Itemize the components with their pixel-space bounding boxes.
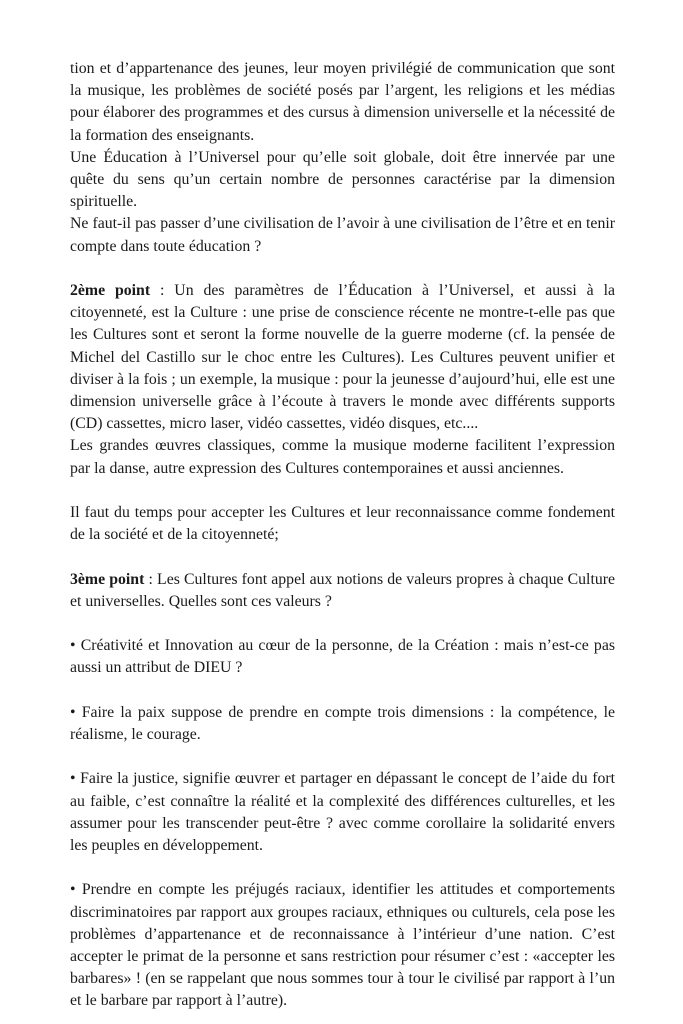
paragraph-classical-works: Les grandes œuvres classiques, comme la musique moderne facilitent l’expression par la danse, autre expression des Cultures contemporaines et aussi anciennes.	[70, 437, 615, 477]
paragraph-spacer	[70, 613, 615, 635]
paragraph-universal-education: Une Éducation à l’Universel pour qu’elle soit globale, doit être innervée par une quête du sens qu’un certain nombre de personnes caractérise par la dimension spirituelle.	[70, 148, 615, 211]
second-point-heading: 2ème point	[70, 282, 151, 300]
paragraph-civilisation-question: Ne faut-il pas passer d’une civilisation de l’avoir à une civilisation de l’être et en tenir compte dans toute éducation ?	[70, 215, 615, 255]
paragraph-spacer	[70, 480, 615, 502]
paragraph-spacer	[70, 857, 615, 879]
bullet-peace: • Faire la paix suppose de prendre en compte trois dimensions : la compétence, le réalisme, le courage.	[70, 703, 615, 744]
paragraph-second-point	[70, 280, 615, 435]
paragraph-spacer	[70, 680, 615, 702]
third-point-heading: 3ème point	[70, 570, 145, 588]
bullet-creativity: • Créativité et Innovation au cœur de la personne, de la Création : mais n’est-ce pas aussi un attribut de DIEU ?	[70, 637, 615, 677]
paragraph-spacer	[70, 258, 615, 280]
paragraph-youth-belonging: tion et d’appartenance des jeunes, leur moyen privilégié de communication que sont la musique, les problèmes de société posés par l’argent, les religions et les médias pour élaborer des programmes et des cursus à dimension universelle et la nécessité de la formation des enseignants.	[70, 60, 615, 144]
paragraph-time-to-accept: Il faut du temps pour accepter les Cultures et leur reconnaissance comme fondement de la société et de la citoyenneté;	[70, 504, 615, 544]
bullet-justice: • Faire la justice, signifie œuvrer et partager en dépassant le concept de l’aide du fort au faible, c’est connaître la réalité et la complexité des différences culturelles, et les assumer pour les transcender peut-être ? avec comme corollaire la solidarité envers les peuples en développement.	[70, 770, 615, 855]
document-page	[70, 58, 615, 1013]
bullet-prejudice: • Prendre en compte les préjugés raciaux, identifier les attitudes et comportements discriminatoires par rapport aux groupes raciaux, ethniques ou culturels, cela pose les problèmes d’appartenance et de reconnaissance à l’intérieur d’une nation. C’est accepter le primat de la personne et sans restriction pour résumer c’est : «accepter les barbares» ! (en se rappelant que nous sommes tour à tour le civilisé par rapport à l’un et le barbare par rapport à l’autre).	[70, 881, 615, 1010]
paragraph-spacer	[70, 546, 615, 568]
third-point-text: : Les Cultures font appel aux notions de valeurs propres à chaque Culture et universelles. Quelles sont ces valeurs ?	[70, 570, 616, 610]
second-point-text: : Un des paramètres de l’Éducation à l’Universel, et aussi à la citoyenneté, est la Culture : une prise de conscience récente ne montre-t-elle pas que les Cultures sont et seront la forme nouvelle de la guerre moderne (cf. la pensée de Michel del Castillo sur le choc entre les Cultures). Les Cultures peuvent unifier et diviser à la fois ; un exemple, la musique : pour la jeunesse d’aujourd’hui, elle est une dimension universelle grâce à l’écoute à travers le monde avec différents supports (CD) cassettes, micro laser, vidéo cassettes, vidéo disques, etc....	[70, 282, 615, 433]
paragraph-third-point	[70, 569, 615, 613]
paragraph-spacer	[70, 746, 615, 768]
